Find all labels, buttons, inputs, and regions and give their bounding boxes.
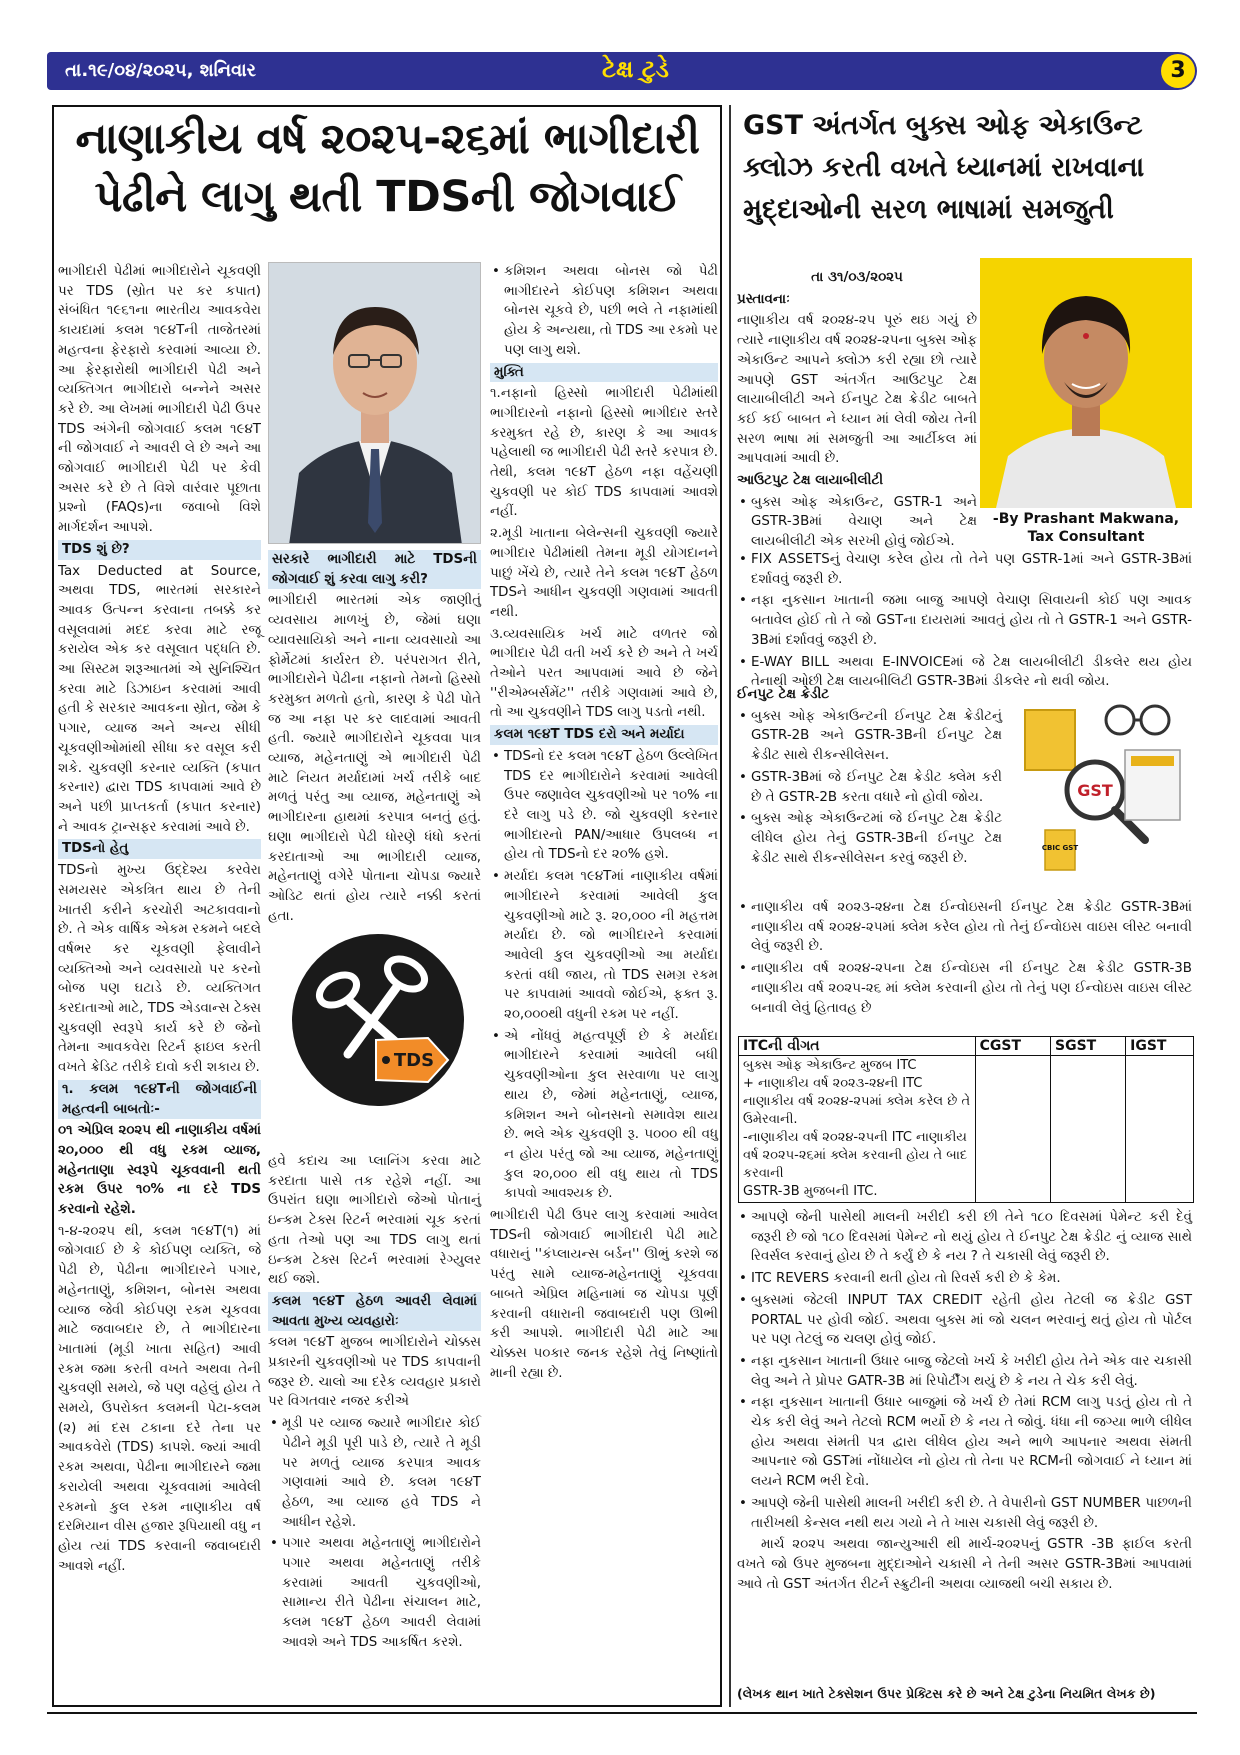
list-item: • FIX ASSETSનું વેચાણ કરેલ હોય તો તેને પણ GSTR-1માં અને GSTR-3Bમાં દર્શાવવું જરૂરી છે. [737, 550, 1192, 589]
list-item: • નફા નુકસાન ખાતાની ઉધાર બાજુમાં જે ખર્ચ છે તેમાં RCM લાગુ પડતું હોય તો તે ચેક કરી લેવું અને તેટલો RCM ભર્યો છે કે નય તે જોવું. ધંધા ની જગ્યા ભાળે લીધેલ હોય અથવા સંમતી પત્ર દ્વારા લીધેલ હોય અને ભાળે આપનાર અથવા સંમતી આપનાર જો GSTમાં નોંધાયેલ નો હોય તો તેના પર RCMની જોગવાઈ ને ધ્યાન માં લયને RCM ભરી દેવો. [737, 1393, 1192, 1492]
article2-title-line1: GST અંતર્ગત બુક્સ ઓફ એકાઉન્ટ [743, 110, 1143, 141]
itc-table [738, 1036, 1194, 1203]
section-heading-why: સરકારે ભાગીદારી માટે TDSની જોગવાઈ શું કરવા લાગુ કરી? [268, 550, 481, 589]
author-photo [268, 262, 481, 544]
publication-name: ટેક્ષ ટુડે [602, 55, 669, 83]
table-header-row [739, 1037, 1194, 1056]
list-item: • આપણે જેની પાસેથી માલની ખરીદી કરી છી તેને ૧૮૦ દિવસમાં પેમેન્ટ કરી દેવું જરૂરી છે જો ૧૮૦ દિવસમાં પેમેન્ટ નો થયું હોય તે ઈનપુટ ટેક્ષ ક્રેડીટ નું વ્યાજ સાથે રિવર્સલ કરવાનું હોય છે તે કર્યું છે કે નય ? તે ચકાસી લેવું જરૂરી છે. [737, 1208, 1192, 1267]
gst-icon-label: GST [1077, 781, 1113, 800]
table-header: ITCની વીગત [739, 1037, 976, 1056]
portrait-illustration [269, 263, 481, 544]
author2-name: -By Prashant Makwana, [992, 511, 1180, 527]
intro-paragraph: નાણાકીય વર્ષ ૨૦૨૪-૨૫ પૂરું થઇ ગયું છે ત્યારે નાણાકીય વર્ષ ૨૦૨૪-૨૫ના બુક્સ ઓફ એકાઉન્ટ આપને ક્લોઝ કરી રહ્યા છો ત્યારે આપણે GST અંતર્ગત આઉટપુટ ટેક્ષ લાયાબીલીટી અને ઈનપુટ ટેક્ષ ક્રેડીટ બાબતે કઈ કઈ બાબત ને ધ્યાન માં લેવી જોય તેની સરળ ભાષા માં સમજુતી આ આર્ટીકલ માં આપવામાં આવી છે. [737, 313, 977, 467]
article2-intro-column [737, 268, 977, 554]
page-number: 3 [1161, 54, 1195, 88]
types-bullet-list [268, 1414, 481, 1652]
article2-title [735, 105, 1195, 231]
section-heading-output: આઉટપુટ ટેક્ષ લાયાબીલીટી [737, 473, 884, 489]
list-item: • પગાર અથવા મહેનતાણું ભાગીદારોને પગાર અથવા મહેનતાણું તરીકે કરવામાં આવતી ચુકવણીઓ, સામાન્ય રીતે પેઢીના સંચાલન માટે, કલમ ૧૯૪T હેઠળ આવરી લેવામાં આવશે અને TDS આકર્ષિત કરશે. [268, 1534, 481, 1652]
table-row [739, 1056, 1194, 1203]
itc-row-text: GSTR-3B મુજબની ITC. [743, 1184, 878, 1199]
list-item: • બુક્સ ઓફ એકાઉન્ટની ઈનપુટ ટેક્ષ ક્રેડીટનું GSTR-2B અને GSTR-3Bની ઈનપુટ ટેક્ષ ક્રેડીટ સાથે રીકન્સીલેસન. [737, 707, 1002, 766]
list-item: • ITC REVERS કરવાની થતી હોય તો રિવર્સ કરી છે કે કેમ. [737, 1269, 1192, 1289]
table-header: SGST [1051, 1037, 1126, 1056]
table-header: IGST [1126, 1037, 1194, 1056]
portrait-illustration [980, 258, 1192, 508]
page-header [47, 52, 1197, 90]
article2-output-wide [737, 550, 1192, 694]
list-item: • બુક્સ ઓફ એકાઉન્ટ, GSTR-1 અને GSTR-3Bમાં વેચાણ અને ટેક્ષ લાયબીલીટી એક સરખી હોવું જોઈએ. [737, 493, 977, 552]
list-item: • TDSનો દર કલમ ૧૯૪T હેઠળ ઉલ્લેખિત TDS દર ભાગીદારોને કરવામાં આવેલી ઉપર જણાવેલ ચુકવણીઓ પર ૧૦% ના દરે લાગુ પડે છે. જો ચુકવણી કરનાર ભાગીદારનો PAN/આધાર ઉપલબ્ધ ન હોય તો TDSનો દર ૨૦% હશે. [490, 747, 718, 865]
gst-calculator-icon [1005, 690, 1195, 880]
article1-title-line1: નાણાકીય વર્ષ ૨૦૨૫-૨૬માં ભાગીદારી [75, 114, 700, 164]
section-heading-194t: ૧. કલમ ૧૯૪Tની જોગવાઈની મહત્વની બાબતોઃ- [58, 1080, 261, 1119]
exempt-item: ૧.નફાનો હિસ્સો ભાગીદારી પેઢીમાંથી ભાગીદારનો નફાનો હિસ્સો ભાગીદાર સ્તરે કરમુક્ત રહે છે, કારણ કે આ આવક પહેલાથી જ ભાગીદારી પેઢી સ્તરે કરપાત્ર છે. તેથી, કલમ ૧૯૪T હેઠળ નફા વહેંચણી ચુકવણી પર કોઈ TDS કાપવામાં આવશે નહીં. [490, 386, 718, 520]
igst-cell [1126, 1056, 1194, 1203]
section-heading-input: ઈનપુટ ટેક્ષ ક્રેડીટ [737, 687, 830, 702]
types-paragraph: કલમ ૧૯૪T મુજબ ભાગીદારોને ચોક્કસ પ્રકારની ચુકવણીઓ પર TDS કાપવાની જરૂર છે. ચાલો આ દરેક વ્યવહાર પ્રકારો પર વિગતવાર નજર કરીએ [268, 1335, 481, 1410]
list-item: • એ નોંધવું મહત્વપૂર્ણ છે કે મર્યાદા ભાગીદારને કરવામાં આવેલી બધી ચુકવણીઓના કુલ સરવાળા પર લાગુ થાય છે, જેમાં મહેનતાણું, વ્યાજ, કમિશન અને બોનસનો સમાવેશ થાય છે. ભલે એક ચુકવણી રૂ. ૫૦૦૦ થી વધુ ન હોય પરંતુ જો આ વ્યાજ, મહેનતાણું કુલ ૨૦,૦૦૦ થી વધુ થાય તો TDS કાપવો આવશ્યક છે. [490, 1027, 718, 1204]
tds-paragraph: Tax Deducted at Source, અથવા TDS, ભારતમાં સરકારને આવક ઉત્પન્ન કરવાના તબક્કે કર વસૂલવામાં મદદ કરવા માટે રજૂ કરાયેલ એક કર વસૂલાત પદ્ધતિ છે. આ સિસ્ટમ શરૂઆતમાં એ સુનિશ્ચિત કરવા માટે ડિઝાઇન કરવામાં આવી હતી કે સરકાર આવકના સ્રોત, જેમ કે પગાર, વ્યાજ અને અન્ય સીધી ચૂકવણીઓમાંથી સીધા કર વસૂલ કરી શકે. ચુકવણી કરનાર વ્યક્તિ (કપાત કરનાર) દ્વારા TDS કાપવામાં આવે છે અને પછી પ્રાપ્તકર્તા (કપાત કરનાર) ને આવક ટ્રાન્સફર કરવામાં આવે છે. [58, 563, 261, 835]
closing-paragraph: માર્ચ ૨૦૨૫ અથવા જાન્યુઆરી થી માર્ચ-૨૦૨૫નું GSTR -3B ફાઈલ કરતી વખતે જો ઉપર મુજબના મુદ્દાઓને ચકાસી ને તેની અસર GSTR-3Bમાં આપવામાં આવે તો GST અંતર્ગત રીટર્ન સ્ક્રુટીની અથવા વ્યાજથી બચી સકાય છે. [737, 1537, 1192, 1592]
exempt-item: ૨.મૂડી ખાતાના બેલેન્સની ચુકવણી જ્યારે ભાગીદાર પેઢીમાંથી તેમના મૂડી યોગદાનને પાછું ખેંચે છે, ત્યારે તેને કલમ ૧૯૪T હેઠળ TDSને આધીન ચુકવણી ગણવામાં આવતી નથી. [490, 526, 718, 620]
article2-title-line3: મુદ્દાઓની સરળ ભાષામાં સમજુતી [743, 194, 1114, 225]
conclusion-paragraph: ભાગીદારી પેઢી ઉપર લાગુ કરવામાં આવેલ TDSની જોગવાઈ ભાગીદારી પેઢી માટે વધારાનું ''કંપ્લાયન્સ બર્ડન'' ઊભું કરશે જ પરંતુ સામે વ્યાજ-મહેનતાણું ચૂકવવા બાબતે એપ્રિલ મહિનામાં જ ચોપડા પૂર્ણ કરવાની વધારાની જવાબદારી પણ ઊભી કરી આપશે. ભાગીદારી પેઢી માટે આ ચોક્કસ ૫૦કાર જનક રહેશે તેવું નિષ્ણાંતો માની રહ્યા છે. [490, 1208, 718, 1381]
author2-caption [980, 510, 1192, 546]
list-item: • મૂડી પર વ્યાજ જ્યારે ભાગીદાર કોઈ પેઢીને મૂડી પૂરી પાડે છે, ત્યારે તે મૂડી પર મળતું વ્યાજ કરપાત્ર આવક ગણવામાં આવે છે. કલમ ૧૯૪T હેઠળ, આ વ્યાજ હવે TDS ને આધીન રહેશે. [268, 1414, 481, 1532]
194t-paragraph: ૧-૪-૨૦૨૫ થી, કલમ ૧૯૪T(૧) માં જોગવાઈ છે કે કોઈપણ વ્યક્તિ, જે પેઢી છે, પેઢીના ભાગીદારને પગાર, મહેનતાણું, કમિશન, બોનસ અથવા વ્યાજ જેવી કોઈપણ રકમ ચૂકવવા માટે જવાબદાર છે, તે ભાગીદારના ખાતામાં (મૂડી ખાતા સહિત) આવી રકમ જમા કરતી વખતે અથવા તેની ચુકવણી સમયે, જે પણ વહેલું હોય તે સમયે, ઉપરોક્ત કલમની પેટા-કલમ (૨) માં દસ ટકાના દરે તેના પર આવકવેરો (TDS) કાપશે. જ્યાં આવી રકમ અથવા, પેઢીના ભાગીદારને જમા કરાયેલી અથવા ચૂકવવામાં આવેલી રકમનો કુલ રકમ નાણાકીય વર્ષ દરમિયાન વીસ હજાર રૂપિયાથી વધુ ન હોય ત્યાં TDS કરવાની જવાબદારી આવશે નહીં. [58, 1223, 261, 1574]
output-bullet-list-wide [737, 550, 1192, 692]
page-bottom-rule [47, 1712, 1197, 1714]
list-item: • GSTR-3Bમાં જે ઈનપુટ ટેક્ષ ક્રેડીટ ક્લેમ કરી છે તે GSTR-2B કરતા વધારે નો હોવી જોય. [737, 768, 1002, 807]
cgst-cell [975, 1056, 1050, 1203]
rate-bullet-list [490, 747, 718, 1204]
output-bullet-list [737, 493, 977, 552]
section-heading-intro: પ્રસ્તાવનાઃ [737, 291, 790, 307]
article1-column2 [268, 548, 481, 928]
194t-highlight: ૦૧ એપ્રિલ ૨૦૨૫ થી નાણાકીય વર્ષમાં ૨૦,૦૦૦ થી વધુ રકમ વ્યાજ, મહેનતાણા સ્વરૂપે ચૂકવવાની થતી રકમ ઉપર ૧૦% ના દરે TDS કરવાનો રહેશે. [58, 1123, 261, 1218]
tds-icon-label: TDS [393, 1050, 435, 1071]
gst-illustration [1005, 690, 1195, 880]
section-heading-types: કલમ ૧૯૪T હેઠળ આવરી લેવામાં આવતા મુખ્ય વ્યવહારોઃ [268, 1292, 481, 1331]
scissors-icon [288, 930, 468, 1110]
article2-final-section [737, 1208, 1192, 1596]
exempt-item: ૩.વ્યવસાયિક ખર્ચ માટે વળતર જો ભાગીદાર પેઢી વતી ખર્ચ કરે છે અને તે ખર્ચ તેઓને પરત આપવામાં આવે છે જેને ''રીએમ્બર્સમેંટ'' તરીકે ગણવામાં આવે છે, તો આ ચુકવણીને TDS લાગુ પડતો નથી. [490, 626, 718, 721]
tds-scissors-graphic [288, 930, 468, 1110]
column-divider [729, 105, 731, 1707]
sgst-cell [1051, 1056, 1126, 1203]
article2-title-line2: ક્લોઝ કરતી વખતે ધ્યાનમાં રાખવાના [743, 152, 1145, 183]
section-heading-purpose: TDSનો હેતુ [58, 839, 261, 859]
list-item: • નફા નુકસાન ખાતાની ઉધાર બાજુ જેટલો ખર્ચ કે ખરીદી હોય તેને એક વાર ચકાસી લેવુ અને તે પ્રોપર GATR-3B માં રિપોર્ટીંગ થયું છે કે નય તે ચેક કરી લેવું. [737, 1352, 1192, 1391]
author-footnote: (લેખક થાન ખાતે ટેક્સેશન ઉપર પ્રેક્ટિસ કરે છે અને ટેક્ષ ટુડેના નિયમિત લેખક છે) [737, 1686, 1156, 1701]
itc-row-text: + નાણાકીય વર્ષ ૨૦૨૩-૨૪ની ITC નાણાકીય વર્ષ ૨૦૨૪-૨૫માં ક્લેમ કરેલ છે તે ઉમેરવાની. [743, 1076, 971, 1127]
list-item: • કમિશન અથવા બોનસ જો પેઢી ભાગીદારને કોઈપણ કમિશન અથવા બોનસ ચૂકવે છે, પછી ભલે તે નફામાંથી હોય કે અન્યથા, તો TDS આ રકમો પર પણ લાગુ થશે. [490, 262, 718, 361]
author2-role: Tax Consultant [1027, 529, 1145, 545]
intro-paragraph: ભાગીદારી પેઢીમાં ભાગીદારોને ચૂકવણી પર TDS (સ્રોત પર કર કપાત) સંબંધિત ૧૯૬૧ના ભારતીય આવકવેરા કાયદામાં કલમ ૧૯૪Tની તાજેતરમાં મહત્વના ફેરફારો કરવામાં આવ્યા છે. આ ફેરફારોથી ભાગીદારી પેઢી અને વ્યક્તિગત ભાગીદારો બન્નેને અસર કરે છે. આ લેખમાં ભાગીદારી પેઢી ઉપર TDS અંગેની જોગવાઈ કલમ ૧૯૪T ની જોગવાઈ ને આવરી લે છે અને આ જોગવાઈ ભાગીદારી પેઢી પર કેવી અસર કરે છે તે વિશે વારંવાર પૂછાતા પ્રશ્નો (FAQs)ના જવાબો વિશે માર્ગદર્શન આપશે. [58, 264, 261, 536]
list-item: • બુક્સમાં જેટલી INPUT TAX CREDIT રહેતી હોય તેટલી જ ક્રેડીટ GST PORTAL પર હોવી જોઈ. અથવા બુક્સ માં જો ચલન ભરવાનું થતું હોય તો પોર્ટલ પર પણ તેટલું જ ચલણ હોવું જોઈ. [737, 1291, 1192, 1350]
input-bullet-list [737, 707, 1002, 869]
why-paragraph: ભાગીદારી ભારતમાં એક જાણીતું વ્યવસાય માળખું છે, જેમાં ઘણા વ્યાવસાયિકો અને નાના વ્યવસાયો આ ફોર્મેટમાં કાર્યરત છે. પરંપરાગત રીતે, ભાગીદારોને પેઢીના નફાનો તેમનો હિસ્સો કરમુક્ત મળતો હતો, કારણ કે પેઢી પોતે જ આ નફા પર કર લાદવામાં આવતી હતી. જ્યારે ભાગીદારોને ચૂકવવા પાત્ર વ્યાજ, મહેનતાણું એ ભાગીદારી પેઢી માટે નિયત મર્યાદામાં ખર્ચ તરીકે બાદ મળતું પરંતુ આ વ્યાજ, મહેનતાણું એ ભાગીદારના હાથમાં કરપાત્ર બનતું હતું. ઘણા ભાગીદારો પેઢી ધોરણે ધંધો કરતાં કરદાતાઓ આ ભાગીદારી વ્યાજ, મહેનતાણું વગેરે પોતાના ચોપડા જ્યારે ઓડિટ થતાં હોય ત્યારે નક્કી કરતાં હતા. [268, 593, 481, 924]
article1-column1 [58, 262, 261, 1578]
list-item: • નાણાકીય વર્ષ ૨૦૨૪-૨૫ના ટેક્ષ ઈન્વોઇસ ની ઈનપુટ ટેક્ષ ક્રેડીટ GSTR-3B નાણાકીય વર્ષ ૨૦૨૫-૨૬ માં ક્લેમ કરવાની હોય તો તેનું પણ ઈન્વોઇસ વાઇસ લીસ્ટ બનાવી લેવું હિતાવહ છે [737, 959, 1192, 1018]
issue-date: તા.૧૯/૦૪/૨૦૨૫, શનિવાર [65, 60, 256, 81]
article1-column3 [490, 262, 718, 1385]
article2-input-narrow [737, 683, 1002, 870]
list-item: • નાણાકીય વર્ષ ૨૦૨૩-૨૪ના ટેક્ષ ઈન્વોઇસની ઈનપુટ ટેક્ષ ક્રેડીટ GSTR-3Bમાં નાણાકીય વર્ષ ૨૦૨૪-૨૫માં ક્લેમ કરેલ હોય તો તેનું ઈન્વોઇસ વાઇસ લીસ્ટ બનાવી લેવું જરૂરી છે. [737, 898, 1192, 957]
section-heading-rate: કલમ ૧૯૪T TDS દરો અને મર્યાદા [490, 725, 718, 745]
cbic-label: CBIC GST [1041, 844, 1079, 852]
article2-input-wide [737, 898, 1192, 1020]
itc-description-cell [739, 1056, 976, 1203]
article1-title [60, 110, 715, 226]
list-item: • મર્યાદા કલમ ૧૯૪Tમાં નાણાકીય વર્ષમાં ભાગીદારને કરવામાં આવેલી કુલ ચુકવણીઓ માટે રૂ. ૨૦,૦૦૦ ની મહત્તમ મર્યાદા છે. જો ભાગીદારને કરવામાં આવેલી કુલ ચુકવણીઓ આ મર્યાદા કરતાં વધી જાય, તો TDS સમગ્ર રકમ પર કાપવામાં આવવો જોઈએ, ફક્ત રૂ. ૨૦,૦૦૦થી વધુની રકમ પર નહીં. [490, 867, 718, 1025]
list-item: • બુક્સ ઓફ એકાઉન્ટમાં જે ઈનપુટ ટેક્ષ ક્રેડીટ લીધેલ હોય તેનું GSTR-3Bની ઈનપુટ ટેક્ષ ક્રેડીટ સાથે રીકન્સીલેસન કરવું જરૂરી છે. [737, 809, 1002, 868]
itc-row-text: -નાણાકીય વર્ષ ૨૦૨૪-૨૫ની ITC નાણાકીય વર્ષ ૨૦૨૫-૨૬માં ક્લેમ કરવાની હોય તે બાદ કરવાની [743, 1130, 968, 1181]
commission-bullet-list [490, 262, 718, 361]
section-heading-tds: TDS શું છે? [58, 540, 261, 560]
planning-paragraph: હવે કદાચ આ પ્લાનિંગ કરવા માટે કરદાતા પાસે તક રહેશે નહીં. આ ઉપરાંત ઘણા ભાગીદારો જેઓ પોતાનું ઇન્કમ ટેક્સ રિટર્ન ભરવામાં ચૂક કરતાં હતા તેઓ પણ આ TDS લાગુ થતાં ઇન્કમ ટેક્સ રિટર્ન ભરવામાં રેગ્યુલર થઈ જશે. [268, 1154, 481, 1288]
article2-date: તા ૩૧/૦૩/૨૦૨૫ [811, 270, 903, 285]
itc-row-text: બુક્સ ઓફ એકાઉન્ટ મુજબ ITC [743, 1058, 917, 1073]
section-heading-exempt: મુક્તિ [490, 363, 718, 383]
list-item: • નફા નુકસાન ખાતાની જમા બાજુ આપણે વેચાણ સિવાયની કોઈ પણ આવક બતાવેલ હોઈ તો તે જો GSTના દાયરામાં આવતું હોય તો તે GSTR-1 અને GSTR-3Bમાં દર્શાવવું જરૂરી છે. [737, 591, 1192, 650]
purpose-paragraph: TDSનો મુખ્ય ઉદ્દેશ્ય કરવેરા સમયસર એકત્રિત થાય છે તેની ખાતરી કરીને કરચોરી અટકાવવાનો છે. તે એક વાર્ષિક એકમ રકમને બદલે વર્ષભર કર ચૂકવણી ફેલાવીને વ્યક્તિઓ અને વ્યવસાયો પર કરનો બોજ પણ ઘટાડે છે. વ્યક્તિગત કરદાતાઓ માટે, TDS એડવાન્સ ટેક્સ ચુકવણી સ્વરૂપે કાર્ય કરે છે જેનો તેમના આવકવેરા રિટર્ન ફાઇલ કરતી વખતે ક્રેડિટ તરીકે દાવો કરી શકાય છે. [58, 863, 261, 1076]
final-bullet-list [737, 1208, 1192, 1533]
table-header: CGST [975, 1037, 1050, 1056]
list-item: • E-WAY BILL અથવા E-INVOICEમાં જે ટેક્ષ લાયબીલીટી ડીકલેર થય હોય તેનાથી ઓછી ટેક્ષ લાયબીલિટી GSTR-3Bમાં ડીકલેર નો થવી જોય. [737, 653, 1192, 692]
author2-photo [980, 258, 1192, 508]
input-bullet-list-wide [737, 898, 1192, 1018]
article1-column2-lower [268, 1152, 481, 1655]
article1-title-line2: પેઢીને લાગુ થતી TDSની જોગવાઈ [94, 172, 681, 222]
list-item: • આપણે જેની પાસેથી માલની ખરીદી કરી છે. તે વેપારીનો GST NUMBER પાછળની તારીખથી કેન્સલ નથી થય ગયો ને તે ખાસ ચકાસી લેવું જરૂરી છે. [737, 1494, 1192, 1533]
